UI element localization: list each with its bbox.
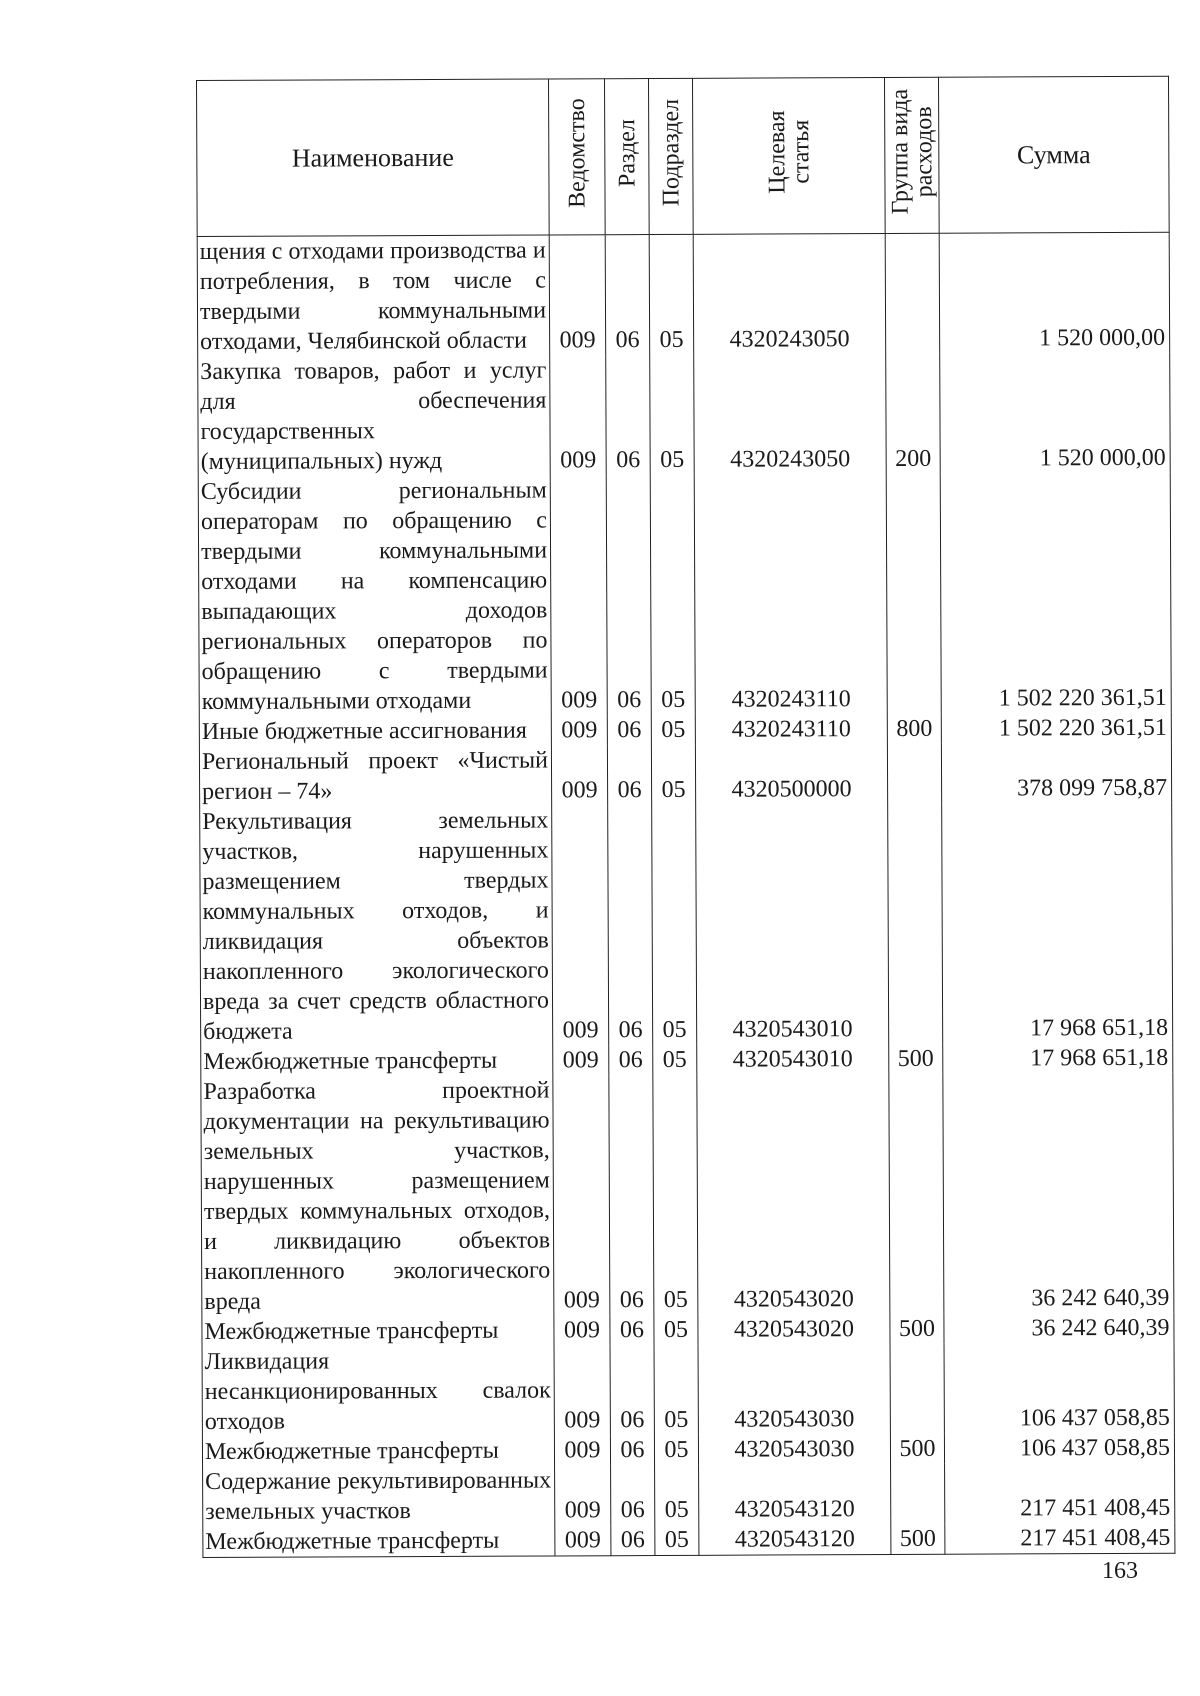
row-name: Закупка товаров, работ и услуг для обеспечения государственных (муниципальных) нужд	[198, 355, 551, 477]
row-gruppa	[886, 474, 941, 714]
row-vedomstvo: 009	[553, 1075, 610, 1315]
table-row	[203, 1523, 1175, 1558]
row-podrazdel: 05	[651, 715, 695, 745]
row-celevaya-statya: 4320243110	[694, 474, 887, 715]
row-name: Межбюджетные трансферты	[202, 1435, 554, 1467]
row-name: щения с отходами производства и потребления, в том числе с твердыми коммунальными отходами, Челябинской области	[197, 235, 550, 357]
row-name: Межбюджетные трансферты	[201, 1045, 553, 1077]
row-summa: 1 520 000,00	[940, 353, 1171, 474]
row-summa: 1 502 220 361,51	[940, 473, 1171, 714]
row-gruppa: 500	[890, 1434, 944, 1464]
row-name: Субсидии региональным операторам по обращению с твердыми коммунальными отходами на компенсацию выпадающих доходов региональных операторов по обращению с твердыми коммунальными отходами	[198, 475, 551, 717]
table-row	[203, 1463, 1175, 1527]
row-name: Межбюджетные трансферты	[202, 1315, 554, 1347]
row-celevaya-statya: 4320543020	[697, 1074, 890, 1315]
table-row	[201, 1073, 1174, 1317]
row-celevaya-statya: 4320543010	[696, 804, 889, 1045]
row-celevaya-statya: 4320543120	[699, 1524, 891, 1555]
row-summa: 106 437 058,85	[944, 1343, 1174, 1434]
header-celevaya-line1: Целевая	[763, 110, 791, 194]
table-body	[197, 232, 1175, 1557]
table-row	[202, 1433, 1174, 1467]
row-gruppa	[889, 1074, 944, 1314]
header-razdel	[604, 79, 649, 235]
row-razdel: 06	[609, 1045, 653, 1075]
row-celevaya-statya: 4320543020	[698, 1314, 890, 1345]
row-celevaya-statya: 4320243110	[695, 714, 887, 745]
row-razdel: 06	[611, 1525, 655, 1556]
row-podrazdel: 05	[654, 1315, 698, 1345]
row-podrazdel: 05	[654, 1435, 698, 1465]
table-row	[198, 473, 1171, 717]
table-row	[198, 353, 1171, 477]
header-celevaya-statya	[692, 77, 885, 234]
header-gruppa-line2: расходов	[910, 105, 938, 197]
row-vedomstvo: 009	[549, 235, 606, 356]
header-razdel-label: Раздел	[613, 118, 640, 187]
row-razdel: 06	[610, 1345, 654, 1435]
row-summa: 1 520 000,00	[939, 232, 1170, 354]
row-vedomstvo: 009	[553, 1045, 609, 1075]
row-razdel: 06	[607, 745, 651, 805]
row-celevaya-statya: 4320543030	[698, 1344, 890, 1435]
row-gruppa	[888, 804, 943, 1044]
row-celevaya-statya: 4320243050	[694, 354, 887, 475]
row-podrazdel: 05	[653, 1045, 697, 1075]
row-vedomstvo: 009	[552, 805, 609, 1045]
row-podrazdel: 05	[651, 745, 695, 805]
row-summa: 36 242 640,39	[943, 1073, 1174, 1314]
header-podrazdel	[648, 78, 693, 234]
row-summa: 106 437 058,85	[944, 1433, 1174, 1464]
table-row	[197, 232, 1170, 357]
row-celevaya-statya: 4320243050	[693, 233, 886, 354]
row-gruppa	[891, 1464, 945, 1524]
row-gruppa: 200	[886, 354, 941, 474]
row-podrazdel: 05	[655, 1525, 699, 1556]
row-celevaya-statya: 4320500000	[695, 744, 887, 805]
row-vedomstvo: 009	[554, 1345, 610, 1435]
row-gruppa	[887, 744, 941, 804]
page-number: 163	[1102, 1558, 1138, 1584]
table-row	[200, 803, 1173, 1047]
row-celevaya-statya: 4320543120	[699, 1464, 891, 1525]
row-name: Содержание рекультивированных земельных участков	[203, 1465, 555, 1527]
header-gruppa-label	[888, 89, 937, 215]
row-gruppa: 500	[890, 1314, 944, 1344]
row-vedomstvo: 009	[550, 475, 607, 715]
row-gruppa: 500	[889, 1044, 943, 1074]
table-header	[197, 76, 1170, 236]
document-page	[196, 76, 1174, 1558]
row-summa: 217 451 408,45	[945, 1523, 1175, 1555]
table-row	[202, 1343, 1174, 1437]
row-gruppa: 500	[891, 1524, 945, 1555]
header-name: Наименование	[197, 79, 550, 237]
table-row	[202, 1313, 1174, 1347]
row-name: Ликвидация несанкционированных свалок отходов	[202, 1345, 554, 1437]
header-summa: Сумма	[938, 76, 1169, 233]
row-summa: 17 968 651,18	[942, 803, 1173, 1044]
row-vedomstvo: 009	[551, 715, 607, 745]
budget-table	[196, 76, 1175, 1558]
row-summa: 217 451 408,45	[945, 1463, 1175, 1524]
row-podrazdel: 05	[654, 1345, 698, 1435]
header-gruppa-line1: Группа вида	[886, 88, 914, 215]
row-summa: 17 968 651,18	[943, 1043, 1173, 1074]
row-summa: 1 502 220 361,51	[941, 713, 1171, 744]
row-razdel: 06	[607, 715, 651, 745]
row-celevaya-statya: 4320543030	[698, 1434, 890, 1465]
header-celevaya-line2: статья	[787, 119, 814, 184]
row-vedomstvo: 009	[551, 745, 607, 805]
header-gruppa-vida-rashodov	[884, 77, 939, 233]
row-razdel: 06	[611, 1465, 655, 1525]
table-row	[201, 1043, 1173, 1077]
row-podrazdel: 05	[650, 475, 695, 715]
row-podrazdel: 05	[655, 1465, 699, 1525]
table-row	[199, 713, 1171, 747]
row-gruppa	[885, 233, 940, 354]
row-razdel: 06	[606, 355, 651, 475]
row-podrazdel: 05	[649, 234, 694, 355]
row-summa: 36 242 640,39	[944, 1313, 1174, 1344]
row-razdel: 06	[609, 1075, 654, 1315]
row-name: Межбюджетные трансферты	[203, 1525, 555, 1557]
row-vedomstvo: 009	[550, 355, 607, 475]
row-podrazdel: 05	[652, 805, 697, 1045]
row-name: Региональный проект «Чистый регион – 74»	[199, 745, 551, 807]
header-celevaya-label	[765, 110, 813, 194]
row-razdel: 06	[606, 475, 651, 715]
row-vedomstvo: 009	[554, 1435, 610, 1465]
row-razdel: 06	[605, 235, 650, 356]
header-podrazdel-label: Подраздел	[657, 98, 685, 207]
table-row	[199, 743, 1171, 807]
row-summa: 378 099 758,87	[941, 743, 1171, 804]
row-gruppa	[890, 1344, 944, 1434]
header-vedomstvo	[548, 79, 605, 235]
row-razdel: 06	[610, 1315, 654, 1345]
row-vedomstvo: 009	[555, 1465, 611, 1525]
row-vedomstvo: 009	[555, 1525, 611, 1556]
row-name: Иные бюджетные ассигнования	[199, 715, 551, 747]
row-celevaya-statya: 4320543010	[697, 1044, 889, 1075]
row-razdel: 06	[608, 805, 653, 1045]
row-gruppa: 800	[887, 714, 941, 744]
row-name: Рекультивация земельных участков, нарушенных размещением твердых коммунальных отходов, и ликвидация объектов накопленного экологического вреда за счет средств областного бюджета	[200, 805, 553, 1047]
row-name: Разработка проектной документации на рекультивацию земельных участков, нарушенных размещением твердых коммунальных отходов, и ликвидацию объектов накопленного экологического вреда	[201, 1075, 554, 1317]
row-razdel: 06	[610, 1435, 654, 1465]
row-podrazdel: 05	[650, 355, 695, 475]
header-vedomstvo-label: Ведомство	[563, 97, 591, 208]
row-vedomstvo: 009	[554, 1315, 610, 1345]
row-podrazdel: 05	[653, 1075, 698, 1315]
